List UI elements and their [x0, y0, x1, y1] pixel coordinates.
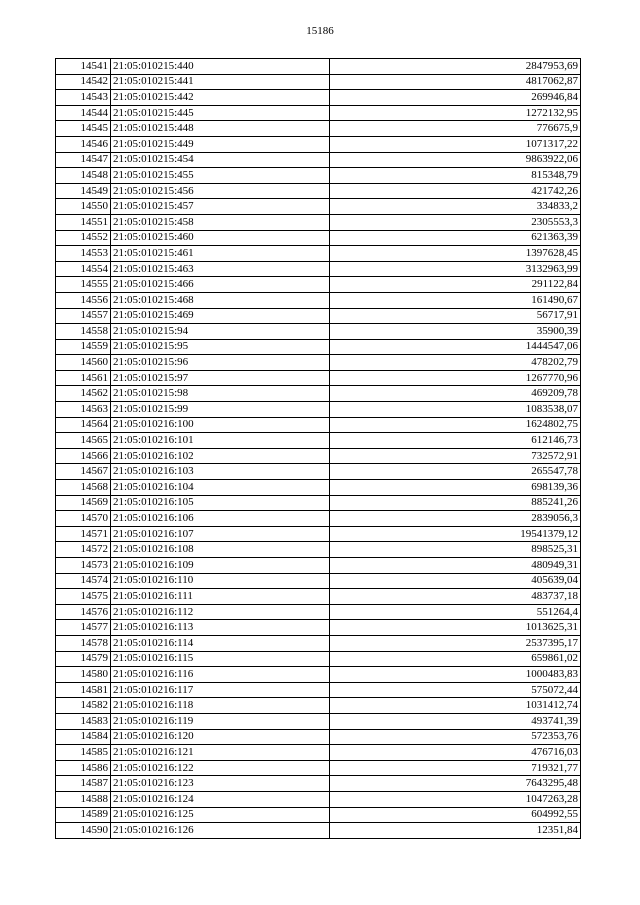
cadastral-value-cell: 4817062,87	[330, 74, 581, 90]
cadastral-number-cell: 21:05:010216:112	[111, 604, 330, 620]
table-row	[56, 292, 581, 308]
row-number-cell: 14580	[56, 667, 111, 683]
cadastral-number-cell: 21:05:010216:114	[111, 635, 330, 651]
cadastral-value-cell: 421742,26	[330, 183, 581, 199]
table-row	[56, 121, 581, 137]
cadastral-value-table	[55, 58, 581, 839]
row-number-cell: 14542	[56, 74, 111, 90]
cadastral-number-cell: 21:05:010216:117	[111, 682, 330, 698]
cadastral-value-cell: 478202,79	[330, 355, 581, 371]
cadastral-number-cell: 21:05:010216:113	[111, 620, 330, 636]
row-number-cell: 14584	[56, 729, 111, 745]
cadastral-number-cell: 21:05:010216:109	[111, 558, 330, 574]
cadastral-value-cell: 35900,39	[330, 324, 581, 340]
table-row	[56, 214, 581, 230]
table-row	[56, 261, 581, 277]
cadastral-value-cell: 56717,91	[330, 308, 581, 324]
cadastral-value-cell: 1083538,07	[330, 402, 581, 418]
table-row	[56, 807, 581, 823]
cadastral-value-cell: 551264,4	[330, 604, 581, 620]
row-number-cell: 14587	[56, 776, 111, 792]
cadastral-number-cell: 21:05:010215:95	[111, 339, 330, 355]
table-row	[56, 464, 581, 480]
table-row	[56, 635, 581, 651]
cadastral-number-cell: 21:05:010216:102	[111, 448, 330, 464]
table-row	[56, 90, 581, 106]
cadastral-value-cell: 659861,02	[330, 651, 581, 667]
cadastral-number-cell: 21:05:010216:111	[111, 589, 330, 605]
row-number-cell: 14559	[56, 339, 111, 355]
cadastral-number-cell: 21:05:010216:124	[111, 791, 330, 807]
row-number-cell: 14547	[56, 152, 111, 168]
cadastral-value-cell: 1272132,95	[330, 105, 581, 121]
cadastral-value-cell: 1267770,96	[330, 370, 581, 386]
row-number-cell: 14576	[56, 604, 111, 620]
cadastral-value-cell: 3132963,99	[330, 261, 581, 277]
cadastral-value-cell: 161490,67	[330, 292, 581, 308]
table-row	[56, 355, 581, 371]
cadastral-value-cell: 265547,78	[330, 464, 581, 480]
cadastral-value-cell: 612146,73	[330, 433, 581, 449]
cadastral-number-cell: 21:05:010215:463	[111, 261, 330, 277]
row-number-cell: 14560	[56, 355, 111, 371]
row-number-cell: 14549	[56, 183, 111, 199]
page-number: 15186	[306, 25, 334, 37]
row-number-cell: 14575	[56, 589, 111, 605]
table-row	[56, 402, 581, 418]
cadastral-number-cell: 21:05:010216:116	[111, 667, 330, 683]
table-row	[56, 324, 581, 340]
row-number-cell: 14556	[56, 292, 111, 308]
table-row	[56, 620, 581, 636]
cadastral-number-cell: 21:05:010216:107	[111, 526, 330, 542]
cadastral-number-cell: 21:05:010215:456	[111, 183, 330, 199]
cadastral-number-cell: 21:05:010216:118	[111, 698, 330, 714]
cadastral-value-cell: 12351,84	[330, 823, 581, 839]
table-row	[56, 246, 581, 262]
table-row	[56, 776, 581, 792]
cadastral-value-cell: 572353,76	[330, 729, 581, 745]
cadastral-value-cell: 898525,31	[330, 542, 581, 558]
cadastral-value-cell: 621363,39	[330, 230, 581, 246]
cadastral-value-cell: 885241,26	[330, 495, 581, 511]
table-row	[56, 74, 581, 90]
row-number-cell: 14565	[56, 433, 111, 449]
table-body	[56, 59, 581, 839]
table-row	[56, 573, 581, 589]
row-number-cell: 14583	[56, 713, 111, 729]
cadastral-value-cell: 483737,18	[330, 589, 581, 605]
cadastral-number-cell: 21:05:010215:466	[111, 277, 330, 293]
table-row	[56, 760, 581, 776]
table-row	[56, 168, 581, 184]
cadastral-value-cell: 7643295,48	[330, 776, 581, 792]
table-row	[56, 651, 581, 667]
cadastral-number-cell: 21:05:010215:98	[111, 386, 330, 402]
table-row	[56, 823, 581, 839]
cadastral-value-cell: 469209,78	[330, 386, 581, 402]
cadastral-number-cell: 21:05:010216:126	[111, 823, 330, 839]
cadastral-value-cell: 493741,39	[330, 713, 581, 729]
row-number-cell: 14579	[56, 651, 111, 667]
cadastral-value-cell: 405639,04	[330, 573, 581, 589]
cadastral-number-cell: 21:05:010215:461	[111, 246, 330, 262]
table-row	[56, 386, 581, 402]
table-row	[56, 199, 581, 215]
table-row	[56, 59, 581, 75]
row-number-cell: 14590	[56, 823, 111, 839]
cadastral-number-cell: 21:05:010216:123	[111, 776, 330, 792]
cadastral-number-cell: 21:05:010215:460	[111, 230, 330, 246]
table-row	[56, 480, 581, 496]
cadastral-number-cell: 21:05:010216:125	[111, 807, 330, 823]
cadastral-number-cell: 21:05:010215:458	[111, 214, 330, 230]
row-number-cell: 14546	[56, 136, 111, 152]
row-number-cell: 14552	[56, 230, 111, 246]
table-row	[56, 339, 581, 355]
table-row	[56, 277, 581, 293]
row-number-cell: 14567	[56, 464, 111, 480]
row-number-cell: 14582	[56, 698, 111, 714]
cadastral-value-cell: 732572,91	[330, 448, 581, 464]
table-row	[56, 136, 581, 152]
table-row	[56, 558, 581, 574]
cadastral-number-cell: 21:05:010215:454	[111, 152, 330, 168]
row-number-cell: 14574	[56, 573, 111, 589]
cadastral-number-cell: 21:05:010216:108	[111, 542, 330, 558]
cadastral-value-cell: 575072,44	[330, 682, 581, 698]
cadastral-value-cell: 2537395,17	[330, 635, 581, 651]
cadastral-number-cell: 21:05:010215:96	[111, 355, 330, 371]
row-number-cell: 14578	[56, 635, 111, 651]
table-row	[56, 682, 581, 698]
cadastral-value-cell: 269946,84	[330, 90, 581, 106]
cadastral-number-cell: 21:05:010216:110	[111, 573, 330, 589]
cadastral-value-cell: 2839056,3	[330, 511, 581, 527]
cadastral-value-cell: 476716,03	[330, 745, 581, 761]
row-number-cell: 14566	[56, 448, 111, 464]
cadastral-value-cell: 604992,55	[330, 807, 581, 823]
row-number-cell: 14572	[56, 542, 111, 558]
row-number-cell: 14558	[56, 324, 111, 340]
table-row	[56, 526, 581, 542]
cadastral-value-cell: 1444547,06	[330, 339, 581, 355]
row-number-cell: 14588	[56, 791, 111, 807]
table-row	[56, 448, 581, 464]
cadastral-number-cell: 21:05:010216:122	[111, 760, 330, 776]
cadastral-number-cell: 21:05:010215:94	[111, 324, 330, 340]
cadastral-number-cell: 21:05:010216:103	[111, 464, 330, 480]
cadastral-number-cell: 21:05:010215:445	[111, 105, 330, 121]
cadastral-value-cell: 9863922,06	[330, 152, 581, 168]
cadastral-number-cell: 21:05:010215:442	[111, 90, 330, 106]
row-number-cell: 14543	[56, 90, 111, 106]
cadastral-value-cell: 334833,2	[330, 199, 581, 215]
cadastral-number-cell: 21:05:010215:448	[111, 121, 330, 137]
row-number-cell: 14557	[56, 308, 111, 324]
table-row	[56, 433, 581, 449]
row-number-cell: 14551	[56, 214, 111, 230]
row-number-cell: 14577	[56, 620, 111, 636]
cadastral-value-cell: 698139,36	[330, 480, 581, 496]
row-number-cell: 14564	[56, 417, 111, 433]
row-number-cell: 14589	[56, 807, 111, 823]
cadastral-value-cell: 1000483,83	[330, 667, 581, 683]
cadastral-number-cell: 21:05:010216:101	[111, 433, 330, 449]
cadastral-value-cell: 291122,84	[330, 277, 581, 293]
cadastral-number-cell: 21:05:010216:121	[111, 745, 330, 761]
cadastral-number-cell: 21:05:010215:469	[111, 308, 330, 324]
row-number-cell: 14585	[56, 745, 111, 761]
cadastral-value-cell: 19541379,12	[330, 526, 581, 542]
cadastral-value-cell: 2847953,69	[330, 59, 581, 75]
cadastral-value-cell: 1013625,31	[330, 620, 581, 636]
row-number-cell: 14545	[56, 121, 111, 137]
cadastral-number-cell: 21:05:010215:99	[111, 402, 330, 418]
cadastral-number-cell: 21:05:010216:106	[111, 511, 330, 527]
cadastral-number-cell: 21:05:010216:115	[111, 651, 330, 667]
cadastral-value-cell: 776675,9	[330, 121, 581, 137]
table-row	[56, 667, 581, 683]
table-row	[56, 791, 581, 807]
row-number-cell: 14571	[56, 526, 111, 542]
table-row	[56, 511, 581, 527]
row-number-cell: 14570	[56, 511, 111, 527]
row-number-cell: 14550	[56, 199, 111, 215]
table-row	[56, 589, 581, 605]
row-number-cell: 14555	[56, 277, 111, 293]
row-number-cell: 14586	[56, 760, 111, 776]
cadastral-value-cell: 1031412,74	[330, 698, 581, 714]
cadastral-value-cell: 1624802,75	[330, 417, 581, 433]
cadastral-value-cell: 2305553,3	[330, 214, 581, 230]
cadastral-value-cell: 815348,79	[330, 168, 581, 184]
table-row	[56, 183, 581, 199]
cadastral-number-cell: 21:05:010215:440	[111, 59, 330, 75]
table-row	[56, 542, 581, 558]
cadastral-number-cell: 21:05:010215:449	[111, 136, 330, 152]
cadastral-value-cell: 1397628,45	[330, 246, 581, 262]
table-row	[56, 105, 581, 121]
cadastral-value-cell: 1047263,28	[330, 791, 581, 807]
table-row	[56, 495, 581, 511]
table-row	[56, 417, 581, 433]
row-number-cell: 14553	[56, 246, 111, 262]
row-number-cell: 14563	[56, 402, 111, 418]
row-number-cell: 14569	[56, 495, 111, 511]
row-number-cell: 14568	[56, 480, 111, 496]
row-number-cell: 14561	[56, 370, 111, 386]
table-row	[56, 370, 581, 386]
table-row	[56, 713, 581, 729]
row-number-cell: 14541	[56, 59, 111, 75]
row-number-cell: 14554	[56, 261, 111, 277]
cadastral-value-cell: 480949,31	[330, 558, 581, 574]
cadastral-number-cell: 21:05:010216:105	[111, 495, 330, 511]
cadastral-value-cell: 719321,77	[330, 760, 581, 776]
row-number-cell: 14544	[56, 105, 111, 121]
table-row	[56, 745, 581, 761]
table-row	[56, 152, 581, 168]
cadastral-number-cell: 21:05:010215:441	[111, 74, 330, 90]
row-number-cell: 14548	[56, 168, 111, 184]
table-row	[56, 604, 581, 620]
cadastral-number-cell: 21:05:010216:120	[111, 729, 330, 745]
row-number-cell: 14562	[56, 386, 111, 402]
cadastral-number-cell: 21:05:010215:457	[111, 199, 330, 215]
cadastral-number-cell: 21:05:010216:119	[111, 713, 330, 729]
cadastral-number-cell: 21:05:010216:104	[111, 480, 330, 496]
table-row	[56, 308, 581, 324]
row-number-cell: 14581	[56, 682, 111, 698]
table-row	[56, 698, 581, 714]
cadastral-number-cell: 21:05:010215:97	[111, 370, 330, 386]
cadastral-value-cell: 1071317,22	[330, 136, 581, 152]
cadastral-number-cell: 21:05:010216:100	[111, 417, 330, 433]
row-number-cell: 14573	[56, 558, 111, 574]
cadastral-number-cell: 21:05:010215:468	[111, 292, 330, 308]
cadastral-number-cell: 21:05:010215:455	[111, 168, 330, 184]
table-row	[56, 729, 581, 745]
table-row	[56, 230, 581, 246]
